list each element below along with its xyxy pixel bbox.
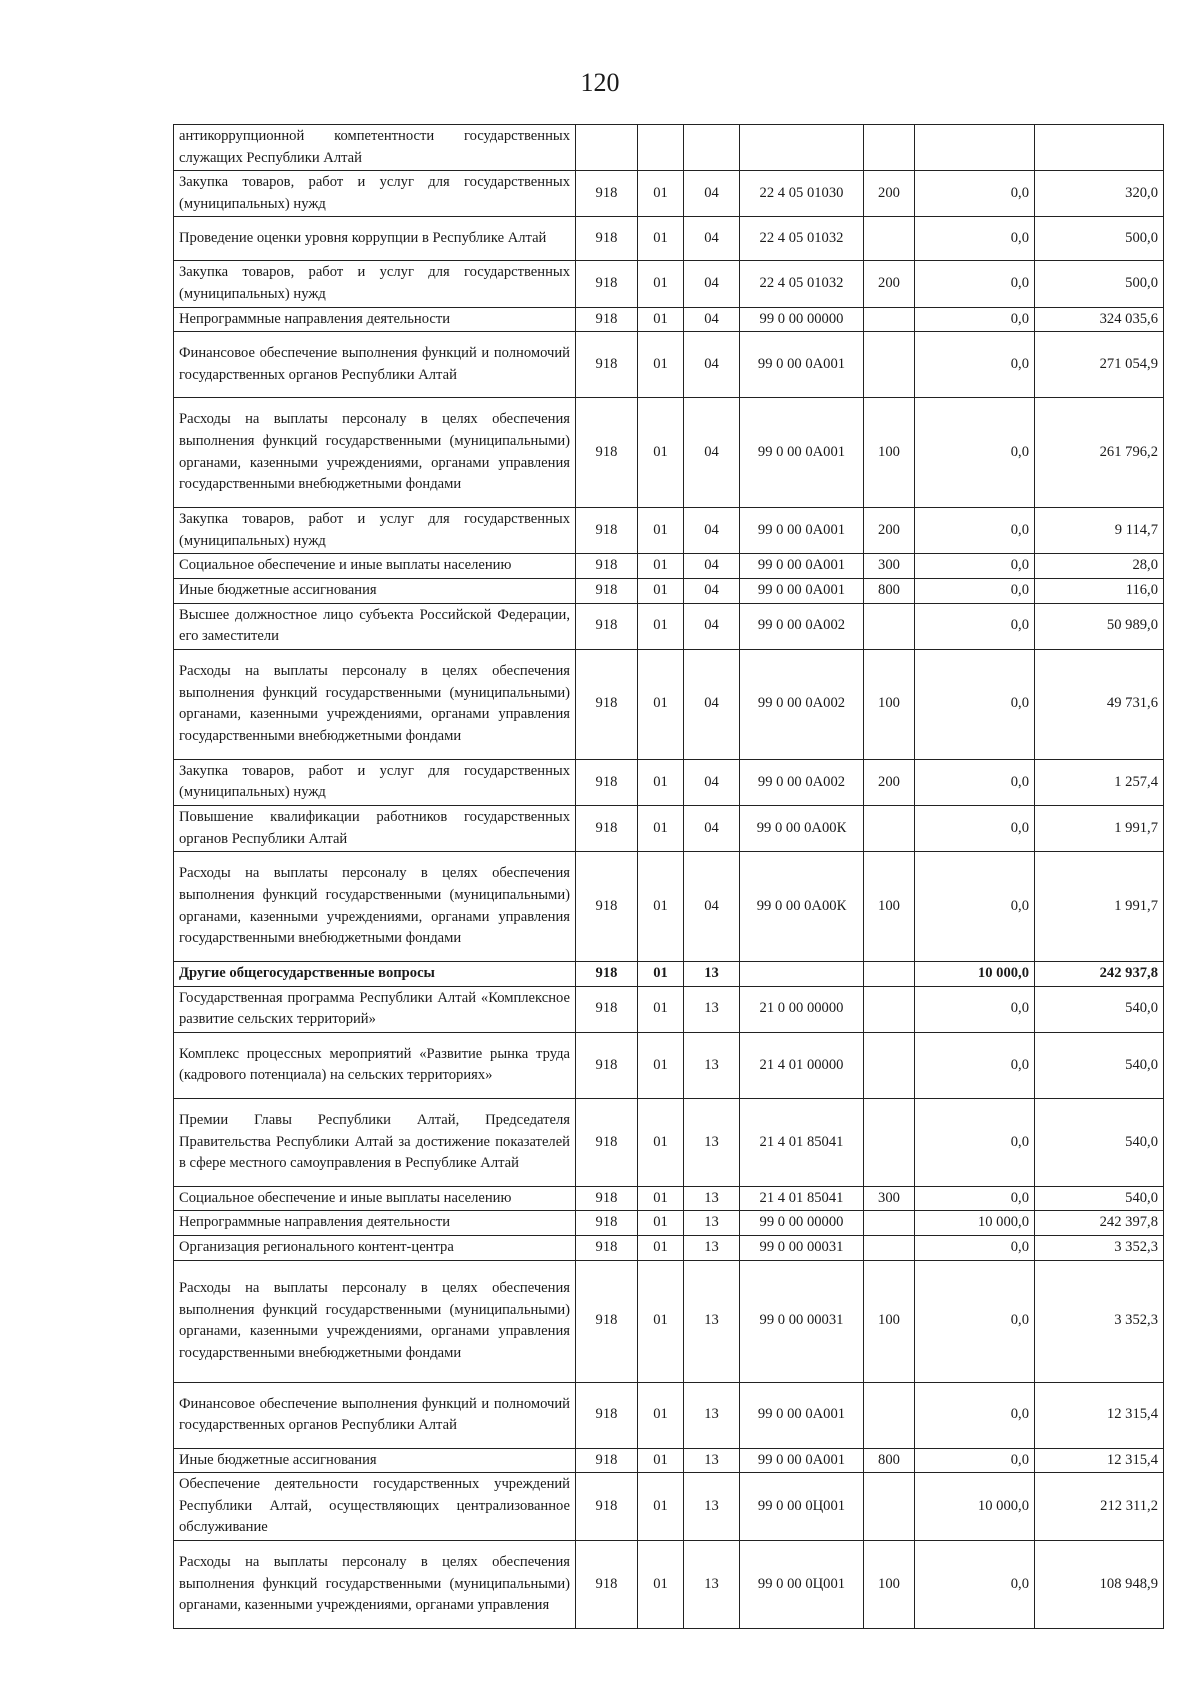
table-row: [174, 578, 1164, 603]
row-name-cell: Закупка товаров, работ и услуг для государственных (муниципальных) нужд: [174, 508, 576, 554]
row-target-article-cell: 22 4 05 01032: [740, 261, 864, 307]
row-admin-code-cell: 918: [576, 1541, 638, 1629]
row-amount-1-cell: [915, 125, 1035, 171]
row-expense-type-cell: [864, 332, 915, 398]
row-section-cell: 01: [638, 1211, 684, 1236]
row-amount-1-cell: 0,0: [915, 1186, 1035, 1211]
row-expense-type-cell: [864, 1382, 915, 1448]
row-expense-type-cell: [864, 1211, 915, 1236]
row-admin-code-cell: 918: [576, 649, 638, 759]
row-amount-1-cell: 0,0: [915, 217, 1035, 261]
row-section-cell: 01: [638, 1236, 684, 1261]
row-amount-2-cell: 9 114,7: [1035, 508, 1164, 554]
row-name-cell: Другие общегосударственные вопросы: [174, 962, 576, 987]
row-target-article-cell: [740, 125, 864, 171]
row-amount-1-cell: 0,0: [915, 554, 1035, 579]
row-subsection-cell: 04: [684, 217, 740, 261]
row-section-cell: 01: [638, 1098, 684, 1186]
row-expense-type-cell: [864, 805, 915, 851]
row-amount-1-cell: 0,0: [915, 1098, 1035, 1186]
row-target-article-cell: 99 0 00 0А00К: [740, 805, 864, 851]
row-amount-2-cell: 1 257,4: [1035, 759, 1164, 805]
row-expense-type-cell: 800: [864, 578, 915, 603]
row-amount-1-cell: 0,0: [915, 1382, 1035, 1448]
row-amount-2-cell: 116,0: [1035, 578, 1164, 603]
row-expense-type-cell: 200: [864, 171, 915, 217]
row-section-cell: 01: [638, 1186, 684, 1211]
row-amount-2-cell: 540,0: [1035, 1098, 1164, 1186]
table-row: [174, 852, 1164, 962]
table-row: [174, 217, 1164, 261]
row-admin-code-cell: 918: [576, 578, 638, 603]
row-subsection-cell: 13: [684, 1032, 740, 1098]
row-section-cell: 01: [638, 986, 684, 1032]
row-amount-2-cell: 242 397,8: [1035, 1211, 1164, 1236]
row-amount-1-cell: 0,0: [915, 603, 1035, 649]
table-row: [174, 759, 1164, 805]
row-admin-code-cell: 918: [576, 852, 638, 962]
row-name-cell: Расходы на выплаты персоналу в целях обеспечения выполнения функций государственными (муниципальными) органами, казенными учреждениями, органами управления: [174, 1541, 576, 1629]
row-name-cell: Расходы на выплаты персоналу в целях обеспечения выполнения функций государственными (муниципальными) органами, казенными учреждениями, органами управления государственными внебюджетными фондами: [174, 852, 576, 962]
row-expense-type-cell: 300: [864, 1186, 915, 1211]
row-target-article-cell: 99 0 00 0А001: [740, 332, 864, 398]
row-amount-2-cell: 1 991,7: [1035, 852, 1164, 962]
row-amount-1-cell: 0,0: [915, 261, 1035, 307]
row-name-cell: Иные бюджетные ассигнования: [174, 1448, 576, 1473]
row-section-cell: 01: [638, 1032, 684, 1098]
table-row: [174, 307, 1164, 332]
row-subsection-cell: 13: [684, 1448, 740, 1473]
row-amount-1-cell: 0,0: [915, 805, 1035, 851]
row-target-article-cell: 22 4 05 01032: [740, 217, 864, 261]
row-name-cell: Проведение оценки уровня коррупции в Республике Алтай: [174, 217, 576, 261]
row-target-article-cell: 21 0 00 00000: [740, 986, 864, 1032]
table-row: [174, 261, 1164, 307]
row-section-cell: 01: [638, 1448, 684, 1473]
row-admin-code-cell: 918: [576, 332, 638, 398]
row-subsection-cell: 04: [684, 603, 740, 649]
row-amount-1-cell: 0,0: [915, 1260, 1035, 1382]
row-amount-1-cell: 0,0: [915, 759, 1035, 805]
row-name-cell: Социальное обеспечение и иные выплаты населению: [174, 1186, 576, 1211]
row-subsection-cell: 04: [684, 332, 740, 398]
row-admin-code-cell: 918: [576, 261, 638, 307]
row-section-cell: 01: [638, 1260, 684, 1382]
row-amount-1-cell: 0,0: [915, 852, 1035, 962]
row-target-article-cell: 99 0 00 00000: [740, 1211, 864, 1236]
row-admin-code-cell: [576, 125, 638, 171]
row-admin-code-cell: 918: [576, 1382, 638, 1448]
row-target-article-cell: 99 0 00 0А002: [740, 603, 864, 649]
row-amount-1-cell: 0,0: [915, 307, 1035, 332]
row-target-article-cell: 99 0 00 00031: [740, 1236, 864, 1261]
row-name-cell: Повышение квалификации работников государственных органов Республики Алтай: [174, 805, 576, 851]
row-amount-2-cell: 500,0: [1035, 261, 1164, 307]
row-name-cell: Государственная программа Республики Алтай «Комплексное развитие сельских территорий»: [174, 986, 576, 1032]
row-section-cell: 01: [638, 554, 684, 579]
row-admin-code-cell: 918: [576, 508, 638, 554]
row-section-cell: 01: [638, 307, 684, 332]
table-row: [174, 649, 1164, 759]
row-name-cell: Социальное обеспечение и иные выплаты населению: [174, 554, 576, 579]
row-target-article-cell: 99 0 00 0А00К: [740, 852, 864, 962]
row-subsection-cell: 13: [684, 1473, 740, 1541]
row-amount-1-cell: 0,0: [915, 1541, 1035, 1629]
row-amount-2-cell: 3 352,3: [1035, 1260, 1164, 1382]
row-subsection-cell: 13: [684, 1541, 740, 1629]
row-name-cell: Комплекс процессных мероприятий «Развитие рынка труда (кадрового потенциала) на сельских территориях»: [174, 1032, 576, 1098]
row-expense-type-cell: [864, 1032, 915, 1098]
row-section-cell: 01: [638, 398, 684, 508]
row-target-article-cell: 99 0 00 0А001: [740, 1448, 864, 1473]
row-amount-2-cell: 540,0: [1035, 1186, 1164, 1211]
row-admin-code-cell: 918: [576, 1211, 638, 1236]
row-name-cell: Высшее должностное лицо субъекта Российской Федерации, его заместители: [174, 603, 576, 649]
row-admin-code-cell: 918: [576, 986, 638, 1032]
table-row: [174, 1098, 1164, 1186]
table-row: [174, 171, 1164, 217]
row-expense-type-cell: 100: [864, 1541, 915, 1629]
row-amount-2-cell: 108 948,9: [1035, 1541, 1164, 1629]
row-amount-1-cell: 0,0: [915, 332, 1035, 398]
row-amount-1-cell: 0,0: [915, 986, 1035, 1032]
row-expense-type-cell: 100: [864, 649, 915, 759]
table-row: [174, 1260, 1164, 1382]
row-subsection-cell: 04: [684, 805, 740, 851]
row-subsection-cell: 13: [684, 1186, 740, 1211]
row-target-article-cell: 99 0 00 0Ц001: [740, 1541, 864, 1629]
row-name-cell: Расходы на выплаты персоналу в целях обеспечения выполнения функций государственными (муниципальными) органами, казенными учреждениями, органами управления государственными внебюджетными фондами: [174, 398, 576, 508]
row-amount-2-cell: 500,0: [1035, 217, 1164, 261]
row-target-article-cell: 99 0 00 0Ц001: [740, 1473, 864, 1541]
row-admin-code-cell: 918: [576, 759, 638, 805]
row-section-cell: 01: [638, 171, 684, 217]
row-subsection-cell: 04: [684, 649, 740, 759]
row-subsection-cell: 13: [684, 1098, 740, 1186]
row-expense-type-cell: [864, 125, 915, 171]
row-name-cell: Закупка товаров, работ и услуг для государственных (муниципальных) нужд: [174, 261, 576, 307]
row-subsection-cell: 04: [684, 554, 740, 579]
row-amount-1-cell: 0,0: [915, 578, 1035, 603]
row-expense-type-cell: 200: [864, 261, 915, 307]
row-admin-code-cell: 918: [576, 1032, 638, 1098]
row-admin-code-cell: 918: [576, 398, 638, 508]
row-subsection-cell: 04: [684, 307, 740, 332]
page-number: 120: [580, 68, 620, 97]
table-row: [174, 603, 1164, 649]
row-expense-type-cell: [864, 1098, 915, 1186]
row-name-cell: Финансовое обеспечение выполнения функций и полномочий государственных органов Республики Алтай: [174, 1382, 576, 1448]
row-name-cell: антикоррупционной компетентности государственных служащих Республики Алтай: [174, 125, 576, 171]
row-amount-1-cell: 0,0: [915, 1448, 1035, 1473]
row-amount-1-cell: 10 000,0: [915, 1473, 1035, 1541]
row-subsection-cell: 04: [684, 398, 740, 508]
row-amount-1-cell: 0,0: [915, 649, 1035, 759]
row-admin-code-cell: 918: [576, 1236, 638, 1261]
row-amount-2-cell: 261 796,2: [1035, 398, 1164, 508]
row-subsection-cell: [684, 125, 740, 171]
row-admin-code-cell: 918: [576, 217, 638, 261]
row-name-cell: Закупка товаров, работ и услуг для государственных (муниципальных) нужд: [174, 759, 576, 805]
row-amount-2-cell: 1 991,7: [1035, 805, 1164, 851]
row-admin-code-cell: 918: [576, 962, 638, 987]
row-subsection-cell: 04: [684, 261, 740, 307]
row-section-cell: 01: [638, 1473, 684, 1541]
table-row: [174, 332, 1164, 398]
row-amount-2-cell: 324 035,6: [1035, 307, 1164, 332]
row-target-article-cell: 21 4 01 00000: [740, 1032, 864, 1098]
row-amount-2-cell: 271 054,9: [1035, 332, 1164, 398]
row-expense-type-cell: 100: [864, 1260, 915, 1382]
row-subsection-cell: 04: [684, 508, 740, 554]
row-amount-2-cell: 12 315,4: [1035, 1448, 1164, 1473]
row-amount-2-cell: 49 731,6: [1035, 649, 1164, 759]
row-target-article-cell: 99 0 00 0А002: [740, 759, 864, 805]
table-row: [174, 1541, 1164, 1629]
row-name-cell: Закупка товаров, работ и услуг для государственных (муниципальных) нужд: [174, 171, 576, 217]
row-amount-2-cell: 28,0: [1035, 554, 1164, 579]
row-subsection-cell: 04: [684, 171, 740, 217]
row-amount-1-cell: 10 000,0: [915, 962, 1035, 987]
row-name-cell: Обеспечение деятельности государственных учреждений Республики Алтай, осуществляющих централизованное обслуживание: [174, 1473, 576, 1541]
row-amount-1-cell: 0,0: [915, 171, 1035, 217]
row-amount-1-cell: 0,0: [915, 508, 1035, 554]
row-expense-type-cell: [864, 217, 915, 261]
row-section-cell: 01: [638, 261, 684, 307]
row-subsection-cell: 04: [684, 759, 740, 805]
row-expense-type-cell: [864, 1473, 915, 1541]
table-row: [174, 1211, 1164, 1236]
row-name-cell: Организация регионального контент-центра: [174, 1236, 576, 1261]
row-admin-code-cell: 918: [576, 1098, 638, 1186]
row-subsection-cell: 13: [684, 962, 740, 987]
row-expense-type-cell: 200: [864, 759, 915, 805]
table-row: [174, 1382, 1164, 1448]
row-name-cell: Финансовое обеспечение выполнения функций и полномочий государственных органов Республики Алтай: [174, 332, 576, 398]
row-target-article-cell: 99 0 00 0А001: [740, 398, 864, 508]
table-row: [174, 986, 1164, 1032]
row-expense-type-cell: 800: [864, 1448, 915, 1473]
row-admin-code-cell: 918: [576, 1448, 638, 1473]
row-section-cell: 01: [638, 852, 684, 962]
row-section-cell: 01: [638, 217, 684, 261]
row-section-cell: 01: [638, 1382, 684, 1448]
row-amount-2-cell: [1035, 125, 1164, 171]
row-admin-code-cell: 918: [576, 307, 638, 332]
row-section-cell: 01: [638, 805, 684, 851]
row-admin-code-cell: 918: [576, 1186, 638, 1211]
row-amount-2-cell: 12 315,4: [1035, 1382, 1164, 1448]
row-subsection-cell: 04: [684, 578, 740, 603]
row-amount-1-cell: 0,0: [915, 398, 1035, 508]
row-name-cell: Премии Главы Республики Алтай, Председателя Правительства Республики Алтай за достижение показателей в сфере местного самоуправления в Республике Алтай: [174, 1098, 576, 1186]
row-amount-2-cell: 242 937,8: [1035, 962, 1164, 987]
row-section-cell: 01: [638, 508, 684, 554]
row-amount-2-cell: 540,0: [1035, 1032, 1164, 1098]
row-amount-2-cell: 320,0: [1035, 171, 1164, 217]
row-target-article-cell: 22 4 05 01030: [740, 171, 864, 217]
row-amount-2-cell: 50 989,0: [1035, 603, 1164, 649]
budget-table-body: [174, 125, 1164, 1629]
row-section-cell: 01: [638, 603, 684, 649]
row-subsection-cell: 13: [684, 1260, 740, 1382]
row-subsection-cell: 13: [684, 1236, 740, 1261]
row-expense-type-cell: [864, 307, 915, 332]
table-row: [174, 962, 1164, 987]
row-expense-type-cell: 100: [864, 852, 915, 962]
row-expense-type-cell: [864, 603, 915, 649]
table-row: [174, 125, 1164, 171]
row-amount-2-cell: 212 311,2: [1035, 1473, 1164, 1541]
row-amount-2-cell: 3 352,3: [1035, 1236, 1164, 1261]
row-name-cell: Иные бюджетные ассигнования: [174, 578, 576, 603]
row-target-article-cell: 99 0 00 0А001: [740, 1382, 864, 1448]
table-row: [174, 1473, 1164, 1541]
row-section-cell: 01: [638, 962, 684, 987]
row-admin-code-cell: 918: [576, 1473, 638, 1541]
row-admin-code-cell: 918: [576, 603, 638, 649]
row-name-cell: Расходы на выплаты персоналу в целях обеспечения выполнения функций государственными (муниципальными) органами, казенными учреждениями, органами управления государственными внебюджетными фондами: [174, 1260, 576, 1382]
row-expense-type-cell: 300: [864, 554, 915, 579]
row-subsection-cell: 13: [684, 986, 740, 1032]
row-name-cell: Расходы на выплаты персоналу в целях обеспечения выполнения функций государственными (муниципальными) органами, казенными учреждениями, органами управления государственными внебюджетными фондами: [174, 649, 576, 759]
row-target-article-cell: 99 0 00 0А001: [740, 508, 864, 554]
table-row: [174, 1236, 1164, 1261]
row-section-cell: 01: [638, 649, 684, 759]
row-admin-code-cell: 918: [576, 554, 638, 579]
row-expense-type-cell: [864, 962, 915, 987]
row-name-cell: Непрограммные направления деятельности: [174, 307, 576, 332]
table-row: [174, 508, 1164, 554]
row-amount-1-cell: 0,0: [915, 1032, 1035, 1098]
row-section-cell: 01: [638, 578, 684, 603]
row-amount-1-cell: 0,0: [915, 1236, 1035, 1261]
row-subsection-cell: 04: [684, 852, 740, 962]
row-target-article-cell: 99 0 00 0А001: [740, 578, 864, 603]
row-target-article-cell: 99 0 00 00000: [740, 307, 864, 332]
row-subsection-cell: 13: [684, 1211, 740, 1236]
row-target-article-cell: 99 0 00 0А001: [740, 554, 864, 579]
budget-table: [173, 124, 1164, 1629]
row-target-article-cell: 21 4 01 85041: [740, 1098, 864, 1186]
table-row: [174, 554, 1164, 579]
row-target-article-cell: 99 0 00 0А002: [740, 649, 864, 759]
table-row: [174, 1186, 1164, 1211]
table-row: [174, 1448, 1164, 1473]
row-admin-code-cell: 918: [576, 805, 638, 851]
row-expense-type-cell: 100: [864, 398, 915, 508]
table-row: [174, 1032, 1164, 1098]
row-expense-type-cell: [864, 1236, 915, 1261]
table-row: [174, 398, 1164, 508]
row-admin-code-cell: 918: [576, 171, 638, 217]
row-subsection-cell: 13: [684, 1382, 740, 1448]
row-section-cell: 01: [638, 759, 684, 805]
row-expense-type-cell: 200: [864, 508, 915, 554]
row-amount-2-cell: 540,0: [1035, 986, 1164, 1032]
row-target-article-cell: [740, 962, 864, 987]
table-row: [174, 805, 1164, 851]
row-name-cell: Непрограммные направления деятельности: [174, 1211, 576, 1236]
row-target-article-cell: 99 0 00 00031: [740, 1260, 864, 1382]
row-expense-type-cell: [864, 986, 915, 1032]
row-admin-code-cell: 918: [576, 1260, 638, 1382]
row-section-cell: [638, 125, 684, 171]
row-section-cell: 01: [638, 1541, 684, 1629]
row-section-cell: 01: [638, 332, 684, 398]
row-target-article-cell: 21 4 01 85041: [740, 1186, 864, 1211]
row-amount-1-cell: 10 000,0: [915, 1211, 1035, 1236]
